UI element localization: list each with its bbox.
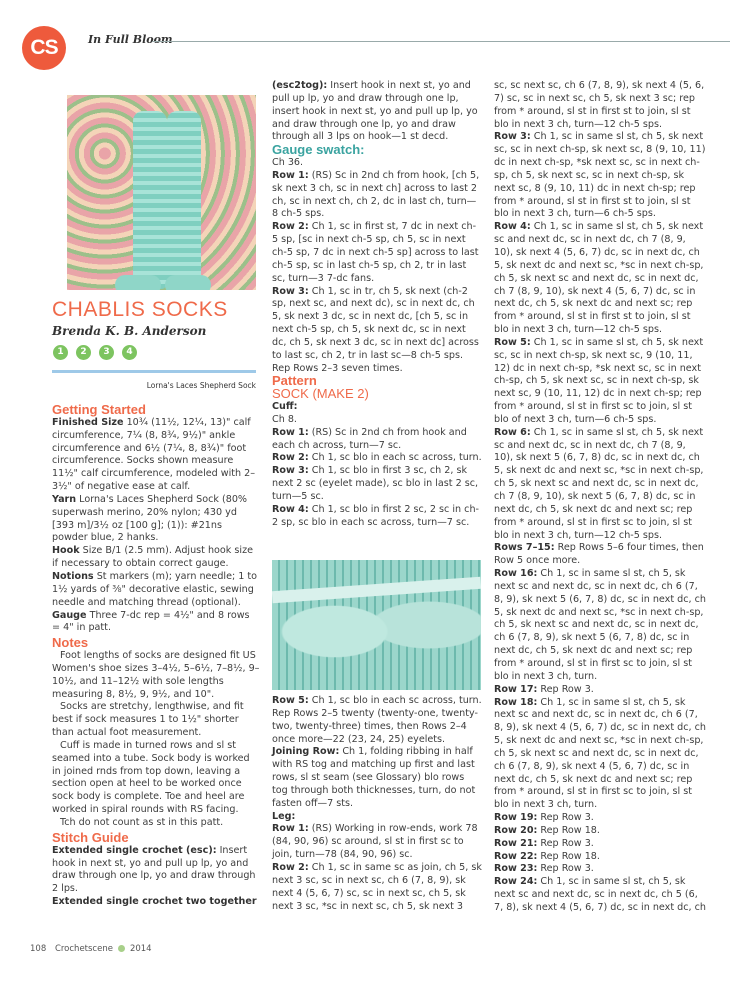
yarn-para xyxy=(52,494,260,545)
row-text: Ch 1, sc in same sl st, ch 5, sk next sc and next dc, sc in next dc, ch 5 (6, 7, 8), sk next 4 (5, 6, 7) dc, sc in next dc, ch xyxy=(494,876,706,913)
row-label: Rows 7–15: xyxy=(494,542,555,554)
leg-line xyxy=(272,862,482,913)
header-divider xyxy=(152,41,730,42)
cuff-line xyxy=(272,695,482,746)
row-label: Row 20: xyxy=(494,824,538,836)
swatch-text: (RS) Sc in 2nd ch from hook, [ch 5, sk next 3 ch, sc in next ch] across to last 2 ch, sc in next ch, ch 2, dc in last ch, turn—8 ch-5 sps. xyxy=(272,169,480,220)
cuff-line xyxy=(272,465,482,504)
yarn-label: Yarn xyxy=(52,493,77,505)
designer-name: Brenda K. B. Anderson xyxy=(52,324,207,338)
sock-heading: SOCK (MAKE 2) xyxy=(272,386,369,402)
notions-para xyxy=(52,571,260,610)
row-text: Ch 1, sc in same sl st, ch 5, sk next sc and next dc, sc in next dc, ch 7 (8, 9, 10), sk next 4 (5, 6, 7) dc, sc in next dc, ch 5, sk next dc and next sc, *sc in next ch-sp, ch 5, sk next sc and next dc, sc in next dc, ch 7 (8, 9, 10), sk next 4 (5, 6, 7) dc, sc in next dc, ch 5, sk next dc and next sc; rep from * around, sl st in first st to join, sl st blo in next 3 ch, turn—12 ch-5 sps. xyxy=(494,221,704,336)
row-label: Row 3: xyxy=(494,131,531,143)
note-2: Socks are stretchy, lengthwise, and fit best if sock measures 1 to 1½" shorter than actual foot measurement. xyxy=(52,701,244,739)
column-1 xyxy=(52,404,260,909)
notes-heading: Notes xyxy=(52,635,89,651)
leg-text: (RS) Working in row-ends, work 78 (84, 90, 96) sc around, sl st in first sc to join, turn—78 (84, 90, 96) sc. xyxy=(272,823,478,861)
sock-detail-photo xyxy=(272,560,481,690)
pattern-heading: Pattern xyxy=(272,373,317,389)
row-line xyxy=(494,838,706,851)
swatch-label: Row 1: xyxy=(272,169,309,181)
row-line xyxy=(494,221,706,337)
row-text: Ch 1, sc in same sl st, ch 5, sk next sc and next dc, sc in next dc, ch 6 (7, 8, 9), sk next 4 (5, 6, 7) dc, sc in next dc, ch 5, sk next dc and next sc, *sc in next ch-sp, ch 5, sk next sc and next dc, sc in next dc, ch 6 (7, 8, 9), sk next 4 (5, 6, 7) dc, sc in next dc, ch 5, sk next dc and next sc; rep from * around, sl st in first sc to join, sl st blo in next 3 ch, turn. xyxy=(494,696,706,811)
swatch-text: Rep Rows 2–3 seven times. xyxy=(272,362,403,374)
finished-size-text: 10¾ (11½, 12¼, 13)" calf circumference, 7¼ (8, 8¾, 9½)" ankle circumference and 6½ (7¼, 8, 8¾)" foot circumference. Socks shown measure 11½" calf circumference, modeled with 2–3½" of negative ease at calf. xyxy=(52,416,256,493)
row-text: Ch 1, sc in same sl st, ch 5, sk next sc, sc in next ch-sp, sk next sc, 8 (9, 10, 11) dc in next ch-sp, *sk next sc, sc in next ch-sp, ch 5, sk next sc, sc in next ch-sp, sk next sc, 8 (9, 10, 11) dc in next ch-sp; rep from * around, sl st in first st to join, sl st blo in next 3 ch, turn—6 ch-5 sps. xyxy=(494,131,706,220)
sock-right-foot xyxy=(165,275,211,290)
row-text: Rep Row 3. xyxy=(537,837,594,849)
skill-level-3: 3 xyxy=(99,345,114,360)
pattern-title: CHABLIS SOCKS xyxy=(52,298,228,321)
swatch-text: Ch 1, sc in tr, ch 5, sk next (ch-2 sp, next sc, and next dc), sc in next dc, ch 5, sk next 3 dc, sc in next dc, [ch 5, sc in next ch-5 sp, ch 5, sk next dc, sc in next dc, ch 5, sk next 3 dc, sc in next dc] across to last sc, ch 2, tr in last sc—8 ch-5 sps. xyxy=(272,285,479,361)
cuff-text: Ch 8. xyxy=(272,413,297,425)
cuff-label: Row 4: xyxy=(272,503,309,515)
cuff-label: Row 2: xyxy=(272,452,309,464)
row-line xyxy=(494,337,706,427)
row-label: Row 4: xyxy=(494,221,531,233)
finished-size-para xyxy=(52,417,260,494)
leg-heading: Leg: xyxy=(272,810,296,822)
row-text: Rep Row 18. xyxy=(537,850,600,862)
cuff-text: Ch 1, sc blo in first 2 sc, 2 sc in ch-2 sp, sc blo in each sc across, turn—7 sc. xyxy=(272,503,479,528)
row-label: Row 5: xyxy=(494,336,531,348)
ribbon-illustration xyxy=(272,577,481,604)
hook-text: Size B/1 (2.5 mm). Adjust hook size if necessary to obtain correct gauge. xyxy=(52,545,254,570)
sock-left-illustration xyxy=(133,111,167,289)
cuff-line xyxy=(272,427,482,453)
footer-dot-icon xyxy=(118,945,125,952)
magazine-badge: CS xyxy=(22,26,66,70)
row-label: Row 19: xyxy=(494,812,538,824)
swatch-line xyxy=(272,170,482,221)
swatch-label: Row 3: xyxy=(272,285,309,297)
page-number: 108 xyxy=(30,944,47,954)
yarn-caption: Lorna's Laces Shepherd Sock xyxy=(146,381,256,390)
cuff-text: Ch 1, sc blo in each sc across, turn. xyxy=(308,452,482,464)
column-2 xyxy=(272,80,482,530)
row-line xyxy=(494,80,706,131)
yarn-text: Lorna's Laces Shepherd Sock (80% superwash merino, 20% nylon; 430 yd [393 m]/3½ oz [100 g]; (1)): #21ns powder blue, 2 hanks. xyxy=(52,493,248,544)
leg-label: Row 1: xyxy=(272,823,309,835)
issue-year: 2014 xyxy=(129,944,152,954)
esc2tog-bold: (esc2tog): xyxy=(272,80,328,91)
leg-text: Ch 1, sc in same sc as join, ch 5, sk next 3 sc, sc in next sc, ch 6 (7, 8, 9), sk next 4 (5, 6, 7) sc, sc in next sc, ch 5, sk next 3 sc, *sc in next sc, ch 5, sk next 3 xyxy=(272,861,482,912)
stitch-guide-heading: Stitch Guide xyxy=(52,829,129,845)
swatch-line xyxy=(272,221,482,285)
cuff-label: Row 3: xyxy=(272,465,309,477)
notions-label: Notions xyxy=(52,570,94,582)
row-line xyxy=(494,876,706,915)
swatch-text: Ch 1, sc in first st, 7 dc in next ch-5 sp, [sc in next ch-5 sp, ch 5, sc in next ch-5 sp, 7 dc in next ch-5 sp] across to last ch-5 sp, sc in last ch-5 sp, ch 2, tr in last sc, turn—3 7-dc fans. xyxy=(272,221,479,284)
esc-label: Extended single crochet (esc): xyxy=(52,844,217,856)
yarn-divider xyxy=(52,370,256,373)
esc2tog-para xyxy=(272,80,482,144)
row-text: Rep Row 18. xyxy=(537,824,600,836)
cuff-heading-para xyxy=(272,401,482,414)
row-text: Ch 1, sc in same sl st, ch 5, sk next sc and next dc, sc in next dc, ch 6 (7, 8, 9), sk next 5 (6, 7, 8) dc, sc in next dc, ch 5, sk next dc and next sc, *sc in next ch-sp, ch 5, sk next sc and next dc, sc in next dc, ch 6 (7, 8, 9), sk next 5 (6, 7, 8) dc, sc in next dc, ch 5, sk next dc and next sc; rep from * around, sl st in first sc to join, sl st blo in next 3 ch, turn. xyxy=(494,568,706,682)
row-text: sc, sc next sc, ch 6 (7, 8, 9), sk next 4 (5, 6, 7) sc, sc in next sc, ch 5, sk next 3 sc; rep from * around, sl st in first st to join, sl st blo in next 3 ch, turn—12 ch-5 sps. xyxy=(494,80,705,130)
row-line xyxy=(494,863,706,876)
cuff-line xyxy=(272,746,482,810)
gauge-label: Gauge xyxy=(52,609,87,621)
notions-text: St markers (m); yarn needle; 1 to 1½ yards of ⅜" decorative elastic, sewing needle and matching thread (optional). xyxy=(52,570,258,608)
swatch-line xyxy=(272,286,482,363)
leg-label: Row 2: xyxy=(272,861,309,873)
skill-level-1: 1 xyxy=(53,345,68,360)
gauge-text: Three 7-dc rep = 4½" and 8 rows = 4" in patt. xyxy=(52,609,250,634)
row-label: Row 16: xyxy=(494,568,538,580)
column-2-lower xyxy=(272,695,482,913)
row-line xyxy=(494,427,706,543)
finished-size-label: Finished Size xyxy=(52,416,124,428)
row-text: Rep Rows 5–6 four times, then Row 5 once more. xyxy=(494,542,704,567)
row-line xyxy=(494,851,706,864)
row-line xyxy=(494,825,706,838)
cuff-text: Ch 1, folding ribbing in half with RS tog and matching up first and last rows, sl st seam (see Glossary) blo rows tog through both thicknesses, turn, do not fasten off—7 sts. xyxy=(272,746,476,809)
page-footer xyxy=(30,944,152,954)
note-3: Cuff is made in turned rows and sl st seamed into a tube. Sock body is worked in joined rnds from top down, leaving a section open at heel to be worked once sock body is complete. Toe and heel are worked in spiral rounds with RS facing. xyxy=(52,739,250,816)
row-label: Row 17: xyxy=(494,683,538,695)
row-label: Row 24: xyxy=(494,876,538,888)
socks-photo xyxy=(67,95,256,290)
swatch-line xyxy=(272,157,482,170)
row-line xyxy=(494,812,706,825)
cuff-label: Row 5: xyxy=(272,695,309,706)
row-label: Row 18: xyxy=(494,696,538,708)
page-header xyxy=(22,26,730,70)
magazine-name: Crochetscene xyxy=(54,944,113,954)
cuff-line xyxy=(272,504,482,530)
sock-right-illustration xyxy=(167,111,201,289)
cuff-line xyxy=(272,414,482,427)
cuff-text: Ch 1, sc blo in each sc across, turn. Rep Rows 2–5 twenty (twenty-one, twenty-two, twenty-three) times, then Rows 2–4 once more—22 (23, 24, 25) eyelets. xyxy=(272,695,482,745)
esc2tog-label-para xyxy=(52,896,260,909)
row-line xyxy=(494,697,706,813)
note-1: Foot lengths of socks are designed fit US Women's shoe sizes 3–4½, 5–6½, 7–8½, 9–10½, and 11–12½ with sole lengths measuring 8, 8½, 9, 9½, and 10". xyxy=(52,650,260,700)
row-text: Rep Row 3. xyxy=(537,683,594,695)
row-line xyxy=(494,568,706,684)
esc-para xyxy=(52,845,260,896)
cuff-text: (RS) Sc in 2nd ch from hook and each ch across, turn—7 sc. xyxy=(272,426,467,451)
skill-level-4: 4 xyxy=(122,345,137,360)
row-label: Row 23: xyxy=(494,863,538,875)
swatch-label: Row 2: xyxy=(272,221,309,233)
column-3 xyxy=(494,80,706,915)
row-text: Ch 1, sc in same sl st, ch 5, sk next sc, sc in next ch-sp, sk next sc, 9 (10, 11, 12) dc in next ch-sp, *sk next sc, sc in next ch-sp, ch 5, sk next sc, sc in next ch-sp, sk next sc, 9 (10, 11, 12) dc in next ch-sp; rep from * around, sl st in first sc to join, sl st blo of next 3 ch, turn—6 ch-5 sps. xyxy=(494,336,704,425)
leg-heading-para xyxy=(272,811,482,824)
row-line xyxy=(494,684,706,697)
cuff-heading: Cuff: xyxy=(272,401,298,413)
section-name: In Full Bloom xyxy=(88,33,173,46)
gauge-para xyxy=(52,610,260,636)
gauge-swatch-heading: Gauge swatch: xyxy=(272,142,365,158)
hook-para xyxy=(52,545,260,571)
getting-started-heading: Getting Started xyxy=(52,402,146,417)
cuff-label: Row 1: xyxy=(272,426,309,438)
row-text: Ch 1, sc in same sl st, ch 5, sk next sc and next dc, sc in next dc, ch 7 (8, 9, 10), sk next 5 (6, 7, 8) dc, sc in next dc, ch 5, sk next dc and next sc, *sc in next ch-sp, ch 5, sk next sc and next dc, sc in next dc, ch 7 (8, 9, 10), sk next 5 (6, 7, 8) dc, sc in next dc, ch 5, sk next dc and next sc; rep from * around, sl st in first sc to join, sl st blo in next 3 ch, turn—12 ch-5 sps. xyxy=(494,426,704,541)
skill-level-2: 2 xyxy=(76,345,91,360)
esc2tog-text: Insert hook in next st, yo and pull up lp, yo and draw through one lp, insert hook in next st, yo and pull up lp, yo and draw through one lp, yo and draw through all 3 lps on hook—1 st decd. xyxy=(272,80,478,143)
esc2tog-label: Extended single crochet two together xyxy=(52,896,257,908)
row-line xyxy=(494,131,706,221)
hook-label: Hook xyxy=(52,545,80,557)
row-line xyxy=(494,542,706,568)
row-label: Row 21: xyxy=(494,837,538,849)
sock-left-foot xyxy=(115,275,161,290)
row-label: Row 6: xyxy=(494,426,531,438)
cuff-text: Ch 1, sc blo in first 3 sc, ch 2, sk next 2 sc (eyelet made), sc blo in last 2 sc, turn—5 sc. xyxy=(272,465,479,502)
cuff-line xyxy=(272,452,482,465)
row-text: Rep Row 3. xyxy=(537,863,594,875)
cuff-label: Joining Row: xyxy=(272,746,340,758)
swatch-text: Ch 36. xyxy=(272,157,304,169)
row-label: Row 22: xyxy=(494,850,538,862)
row-text: Rep Row 3. xyxy=(537,812,594,824)
esc-text: Insert hook in next st, yo and pull up lp, yo and draw through one lp, yo and draw through 2 lps. xyxy=(52,844,256,895)
leg-line xyxy=(272,823,482,862)
note-4: Tch do not count as st in this patt. xyxy=(60,817,224,828)
